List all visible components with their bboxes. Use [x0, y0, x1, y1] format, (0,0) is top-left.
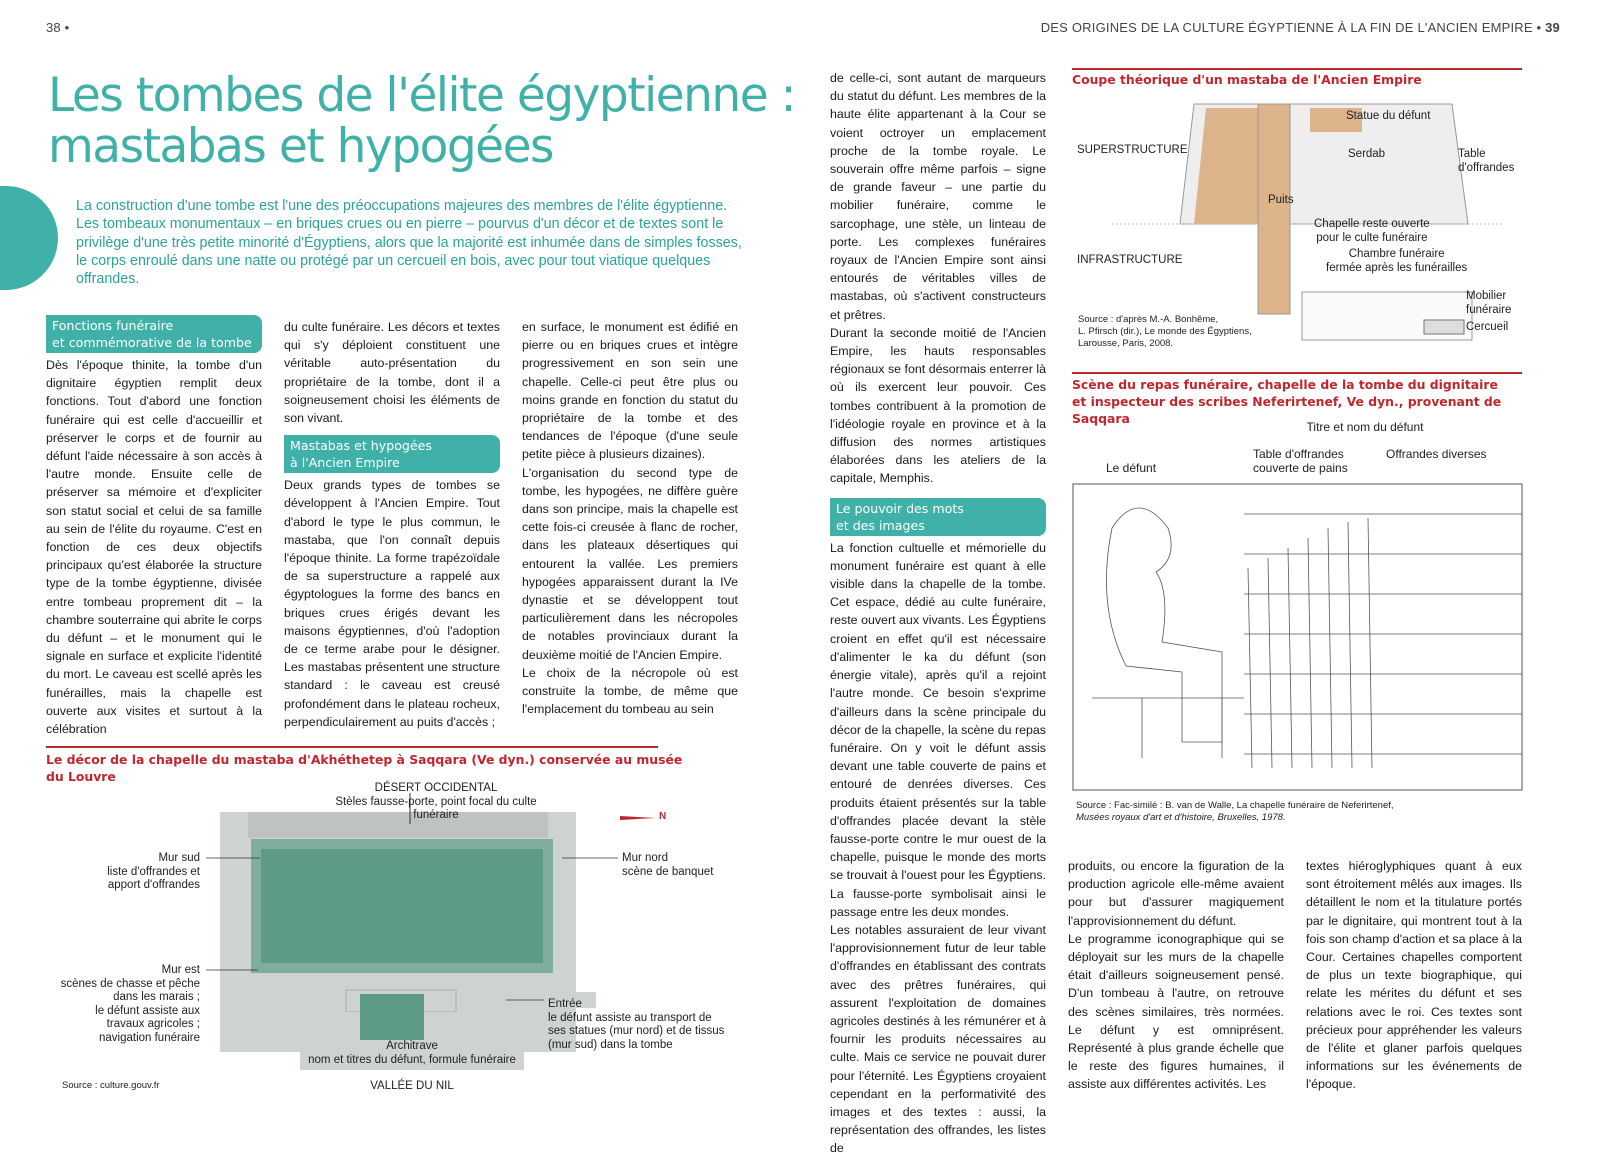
north-arrow-icon: [620, 816, 656, 820]
text-column-3: [522, 318, 738, 716]
paragraph: Dès l'époque thinite, la tombe d'un dignitaire égyptien remplit deux fonctions. Tout d'abord une fonction funéraire qui est celle d'accueillir et préserver le corps et de fournir au défunt l'aide nécessaire à son accès à l'autre monde. Ensuite celle de préserver sa mémoire et d'expliciter son statut social et celui de sa famille au sein de l'élite du royaume. C'est en fonction de ces deux objectifs principaux qu'est élaborée la structure type de la tombe égyptienne, divisée entre tombeau proprement dit – la chambre souterraine qui abrite le corps du défunt – et le monument qui le signale en surface et explicite l'identité du mort. Le caveau est scellé après les funérailles, mais la chapelle est ouverte aux visites et surtout à la célébration: [46, 358, 262, 737]
paragraph: en surface, le monument est édifié en pierre ou en briques crues et intègre progressivement en son sein une chapelle. Celle-ci peut être plus ou moins grande en fonction du statut du propriétaire de la tombe et des tendances de l'époque (d'une seule petite pièce à plusieurs dizaines).: [522, 320, 738, 462]
label-chambre: Chambre funéraire fermée après les funérailles: [1326, 248, 1468, 274]
paragraph: de celle-ci, sont autant de marqueurs du statut du défunt. Les membres de la haute élite appartenant à la Cour se voient octroyer un emplacement proche de la tombe royale. Le souverain offre même parfois – signe de grande faveur – une partie du mobilier funéraire, comme le sarcophage, une stèle, un linteau de porte. Les complexes funéraires royaux de l'Ancien Empire sont ainsi entourés de véritables villes de mastabas, où s'activent constructeurs et prêtres.: [830, 71, 1046, 322]
paragraph: Les notables assuraient de leur vivant l'approvisionnement futur de leur table d'offrandes en établissant des contrats avec des prêtres funéraires, qui assurent l'exploitation de domaines agricoles destinés à les rémunérer et à fournir les produits nécessaires au culte. Mais ce service ne pouvait durer pour l'éternité. Les Égyptiens croyaient cependant en la performativité des images et des textes : aussi, la représentation des offrandes, les listes de: [830, 922, 1046, 1156]
label-infrastructure: INFRASTRUCTURE: [1077, 254, 1183, 266]
page-number-left: 38 •: [46, 20, 70, 35]
label-offrandes: Offrandes diverses: [1386, 447, 1487, 461]
coffin: [1424, 320, 1464, 334]
label-chapelle: Chapelle reste ouverte pour le culte funéraire: [1314, 218, 1430, 244]
page-title: Les tombes de l'élite égyptienne : mastabas et hypogées: [48, 68, 795, 174]
label-cercueil: Cercueil: [1466, 321, 1509, 333]
label-mobilier: Mobilier funéraire: [1466, 290, 1512, 316]
paragraph: La fonction cultuelle et mémorielle du monument funéraire est quant à elle visible dans la chapelle de la tombe. Cet espace, dédié au culte funéraire, reste ouvert aux vivants. Les Égyptiens croient en effet qu'il est nécessaire d'alimenter le ka du défunt (son énergie vitale), après qu'il a rejoint l'autre monde. Ce besoin s'exprime d'ailleurs dans la scène principale du décor de la chapelle, la scène du repas funéraire. On y voit le défunt assis devant une table couverte de pains et entouré de denrées diverses. Ces produits étaient présentés sur la table d'offrandes placée devant la stèle fausse-porte contre le mur ouest de la chapelle, puisque le monde des morts se trouvait à l'ouest pour les Égyptiens. La fausse-porte symbolisait ainsi le passage entre les deux mondes.: [830, 540, 1046, 919]
lead-paragraph: La construction d'une tombe est l'une des préoccupations majeures des membres de l'élite égyptienne. Les tombeaux monumentaux – en briques crues ou en pierre – pourvus d'un décor et de textes sont le privilège d'une très petite minorité d'Égyptiens, alors que la majorité est inhumée dans de simples fosses, le corps enroulé dans une natte ou protégé par un cercueil en bois, avec pour tout viatique quelques offrandes.: [76, 198, 742, 288]
subheading-fonctions: Fonctions funéraire et commémorative de la tombe: [46, 315, 262, 353]
figure-title-repas: Scène du repas funéraire, chapelle de la tombe du dignitaire et inspecteur des scribes Neferirtenef, Ve dyn., provenant de Saqqara: [1072, 377, 1502, 426]
subheading-pouvoir: Le pouvoir des mots et des images: [830, 498, 1046, 536]
paragraph: Durant la seconde moitié de l'Ancien Empire, les hauts responsables régionaux se font désormais enterrer là où ils exercent leur pouvoir. Ces tombes contribuent à la promotion de l'idéologie royale en province et à la diffusion des normes artistiques élaborées dans les ateliers de la capitale, Memphis.: [830, 325, 1046, 486]
paragraph: Le programme iconographique qui se déployait sur les murs de la chapelle était d'ailleurs soigneusement pensé. D'un tombeau à l'autre, on retrouve des scènes similaires, très normées. Le défunt y est omniprésent. Représenté à plus grande échelle que le reste des figures humaines, il assiste aux différentes activités. Les: [1068, 931, 1284, 1092]
label-entree: Entrée le défunt assiste au transport de ses statues (mur nord) et de tissus (mur sud) dans la tombe: [548, 998, 725, 1051]
label-statue: Statue du défunt: [1346, 110, 1431, 122]
running-head: DES ORIGINES DE LA CULTURE ÉGYPTIENNE À LA FIN DE L'ANCIEN EMPIRE • 39: [1040, 20, 1560, 35]
source-repas: Source : Fac-similé : B. van de Walle, La chapelle funéraire de Neferirtenef, Musées royaux d'art et d'histoire, Bruxelles, 1978.: [1076, 800, 1394, 823]
label-mur-sud: Mur sud liste d'offrandes et apport d'offrandes: [107, 852, 200, 891]
source-chapel: Source : culture.gouv.fr: [62, 1080, 160, 1091]
figure-rule: [1072, 372, 1522, 374]
north-label: N: [659, 811, 667, 822]
paragraph: produits, ou encore la figuration de la production agricole elle-même avaient pour but d'assurer magiquement l'approvisionnement du défunt.: [1068, 859, 1284, 928]
figure-title-chapel: Le décor de la chapelle du mastaba d'Akhéthetep à Saqqara (Ve dyn.) conservée au musée du Louvre: [46, 752, 683, 784]
decor-circle: [0, 186, 58, 290]
text-column-1: [46, 312, 262, 737]
text-column-5: [1068, 857, 1284, 1091]
shaft-puits: [1258, 104, 1290, 314]
label-defunt: Le défunt: [1106, 461, 1157, 475]
figure-repas: [1072, 418, 1524, 796]
paragraph: Le choix de la nécropole où est construite la tombe, de même que l'emplacement du tombeau au sein: [522, 665, 738, 717]
label-desert: DÉSERT OCCIDENTAL Stèles fausse-porte, point focal du culte funéraire: [335, 782, 537, 821]
label-titre-nom: Titre et nom du défunt: [1306, 420, 1424, 434]
label-serdab: Serdab: [1348, 148, 1386, 160]
entrance-passage: [360, 994, 424, 1040]
figure-chapel: [46, 772, 746, 1102]
figure-mastaba: [1072, 92, 1524, 362]
label-superstructure: SUPERSTRUCTURE: [1077, 144, 1188, 156]
label-architrave: Architrave nom et titres du défunt, formule funéraire: [308, 1040, 516, 1066]
source-mastaba: Source : d'après M.-A. Bonhême, L. Pfirsch (dir.), Le monde des Égyptiens, Larousse, Paris, 2008.: [1078, 314, 1252, 349]
label-mur-nord: Mur nord scène de banquet: [622, 852, 714, 878]
text-column-4: [830, 69, 1046, 1156]
paragraph: L'organisation du second type de tombe, les hypogées, ne diffère guère dans son principe, mais la chapelle est cette fois-ci creusée à flanc de rocher, dans les plateaux désertiques qui entourent la vallée. Les premiers hypogées apparaissent durant la IVe dynastie et se développent tout particulièrement dans les nécropoles de notables provinciaux durant la deuxième moitié de l'Ancien Empire.: [522, 465, 738, 662]
figure-rule: [46, 746, 658, 748]
text-column-6: [1306, 857, 1522, 1091]
text-column-2: [284, 318, 500, 729]
label-table-offrandes: Table d'offrandes couverte de pains: [1253, 447, 1348, 475]
label-mur-est: Mur est scènes de chasse et pêche dans les marais ; le défunt assiste aux travaux agricoles ; navigation funéraire: [60, 964, 200, 1044]
paragraph: textes hiéroglyphiques quant à eux sont étroitement mêlés aux images. Ils détaillent le nom et la titulature portés par le dignitaire, qui montrent tout à la fois son champ d'action et sa place à la Cour. Certaines chapelles comportent de plus un texte biographique, qui relate les mérites du défunt et ses relations avec le roi. Ces textes sont précieux pour appréhender les valeurs de l'élite et glaner parfois quelques informations sur les événements de l'époque.: [1306, 859, 1522, 1092]
figure-title-mastaba: Coupe théorique d'un mastaba de l'Ancien Empire: [1072, 72, 1422, 87]
label-vallee: VALLÉE DU NIL: [370, 1080, 454, 1092]
paragraph: Deux grands types de tombes se développent à l'Ancien Empire. Tout d'abord le type le plus commun, le mastaba, que l'on connaît depuis l'époque thinite. La forme trapézoïdale de sa superstructure a rappelé aux égyptologues la forme des bancs en briques crues érigés devant les maisons égyptiennes, d'où l'adoption de ce terme arabe pour le désigner. Les mastabas présentent une structure standard : le caveau est creusé profondément dans le plateau rocheux, perpendiculairement au puits d'accès ;: [284, 478, 500, 729]
label-puits: Puits: [1268, 194, 1294, 206]
chapel-room: [256, 844, 548, 968]
paragraph: du culte funéraire. Les décors et textes qui s'y déploient constituent une véritable auto-présentation du propriétaire de la tombe, dont il a soigneusement choisi les éléments de son vivant.: [284, 320, 500, 426]
figure-rule: [1072, 68, 1522, 70]
page-number-right: 39: [1545, 20, 1560, 35]
label-table: Table d'offrandes: [1458, 148, 1515, 174]
subheading-mastabas: Mastabas et hypogées à l'Ancien Empire: [284, 435, 500, 473]
